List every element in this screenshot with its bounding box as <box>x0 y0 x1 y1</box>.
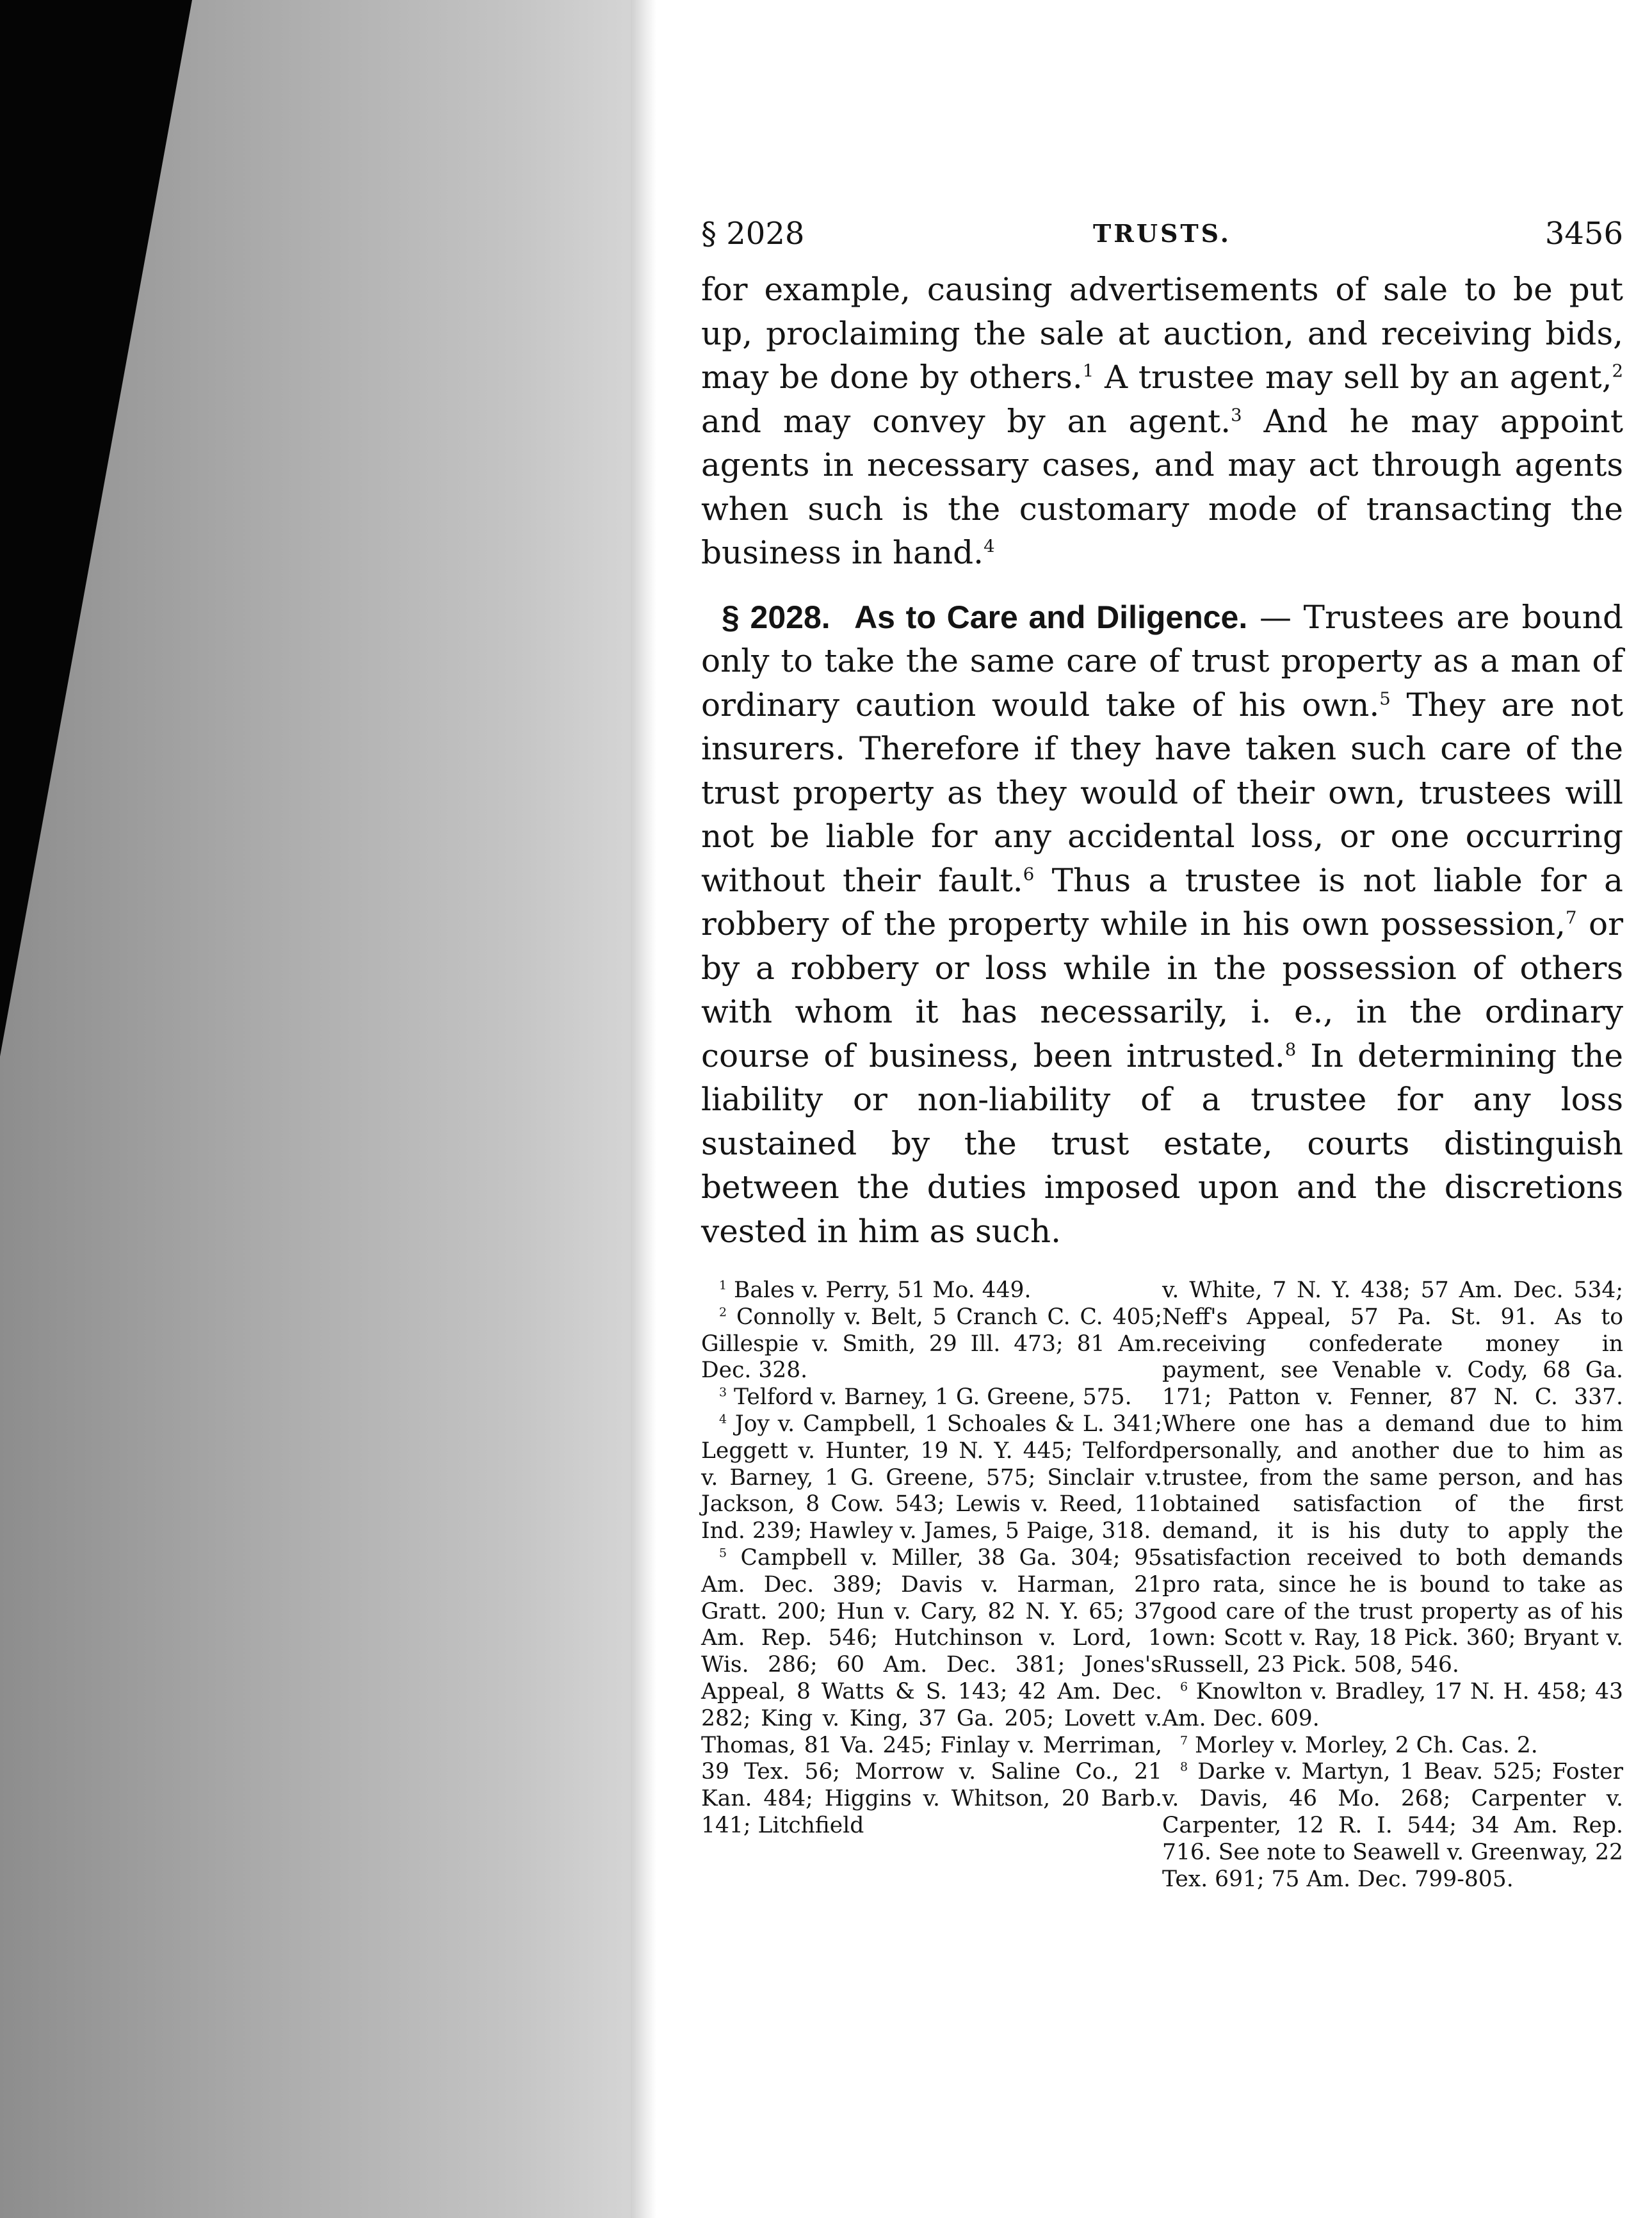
footnote: $^2$ Connolly v. Belt, 5 Cranch C. C. 405; Gillespie v. Smith, 29 Ill. 473; 81 Am. Dec. 328. <box>701 1304 1162 1384</box>
footnote-ref: 6 <box>1023 863 1035 884</box>
footnotes <box>701 1277 1623 1893</box>
running-head <box>701 211 1623 256</box>
section-title: As to Care and Diligence. <box>854 599 1248 635</box>
footnote: $^4$ Joy v. Campbell, 1 Schoales & L. 341; Leggett v. Hunter, 19 N. Y. 445; Telford v. Barney, 1 G. Greene, 575; Sinclair v. Jackson, 8 Cow. 543; Lewis v. Reed, 11 Ind. 239; Hawley v. James, 5 Paige, 318. <box>701 1411 1162 1544</box>
section-number: § 2028. <box>722 599 830 635</box>
page-edge-shadow <box>631 0 656 2218</box>
section-2028-paragraph: § 2028. As to Care and Diligence. — Trustees are bound only to take the same care of trust property as a man of ordinary caution would take of his own.$^5$ They are not insurers. Therefore if they have taken such care of the trust property as they would of their own, trustees will not be liable for any accidental loss, or one occurring without their fault.$^6$ Thus a trustee is not liable for a robbery of the property while in his own possession,$^7$ or by a robbery or loss while in the possession of others with whom it has necessarily, i. e., in the ordinary course of business, been intrusted.$^8$ In determining the liability or non-liability of a trustee for any loss sustained by the trust estate, courts distinguish between the duties imposed upon and the discretions vested in him as such. <box>701 598 1623 1250</box>
footnote-ref: 5 <box>1379 688 1391 709</box>
footnote: $^8$ Darke v. Martyn, 1 Beav. 525; Foster v. Davis, 46 Mo. 268; Carpenter v. Carpenter, 12 R. I. 544; 34 Am. Rep. 716. See note to Seawell v. Greenway, 22 Tex. 691; 75 Am. Dec. 799-805. <box>1162 1759 1623 1892</box>
page-content <box>701 211 1623 1893</box>
footnotes-right-column <box>1162 1277 1623 1893</box>
footnote-ref: 4 <box>984 536 995 557</box>
page-number: 3456 <box>1544 216 1623 252</box>
footnote-continuation: v. White, 7 N. Y. 438; 57 Am. Dec. 534; Neff's Appeal, 57 Pa. St. 91. As to receiving confederate money in payment, see Venable v. Cody, 68 Ga. 171; Patton v. Fenner, 87 N. C. 337. Where one has a demand due to him personally, and another due to him as trustee, from the same person, and has obtained satisfaction of the first demand, it is his duty to apply the satisfaction received to both demands pro rata, since he is bound to take as good care of the trust property as of his own: Scott v. Ray, 18 Pick. 360; Bryant v. Russell, 23 Pick. 508, 546. <box>1162 1277 1623 1678</box>
footnote-ref: 7 <box>1566 907 1577 928</box>
running-head-section: § 2028 <box>701 216 805 252</box>
footnote: $^6$ Knowlton v. Bradley, 17 N. H. 458; 43 Am. Dec. 609. <box>1162 1678 1623 1731</box>
footnotes-left-column <box>701 1277 1162 1893</box>
footnote-ref: 8 <box>1284 1039 1297 1060</box>
continuation-paragraph: for example, causing advertisements of sale to be put up, proclaiming the sale at auction, and receiving bids, may be done by others.$^1$ A trustee may sell by an agent,$^2$ and may convey by an agent.$^3$ And he may appoint agents in necessary cases, and may act through agents when such is the customary mode of transacting the business in hand.$^4$ <box>701 271 1623 571</box>
footnote: $^5$ Campbell v. Miller, 38 Ga. 304; 95 Am. Dec. 389; Davis v. Harman, 21 Gratt. 200; Hun v. Cary, 82 N. Y. 65; 37 Am. Rep. 546; Hutchinson v. Lord, 1 Wis. 286; 60 Am. Dec. 381; Jones's Appeal, 8 Watts & S. 143; 42 Am. Dec. 282; King v. King, 37 Ga. 205; Lovett v. Thomas, 81 Va. 245; Finlay v. Merriman, 39 Tex. 56; Morrow v. Saline Co., 21 Kan. 484; Higgins v. Whitson, 20 Barb. 141; Litchfield <box>701 1544 1162 1838</box>
footnote: $^3$ Telford v. Barney, 1 G. Greene, 575. <box>719 1384 1132 1411</box>
footnote-ref: 3 <box>1231 404 1242 425</box>
footnote: $^1$ Bales v. Perry, 51 Mo. 449. <box>719 1277 1032 1303</box>
running-head-title: TRUSTS. <box>1092 219 1232 248</box>
footnote: $^7$ Morley v. Morley, 2 Ch. Cas. 2. <box>1180 1732 1538 1758</box>
body-text <box>701 268 1623 1253</box>
footnote-ref: 2 <box>1612 360 1623 382</box>
footnote-ref: 1 <box>1082 360 1094 382</box>
